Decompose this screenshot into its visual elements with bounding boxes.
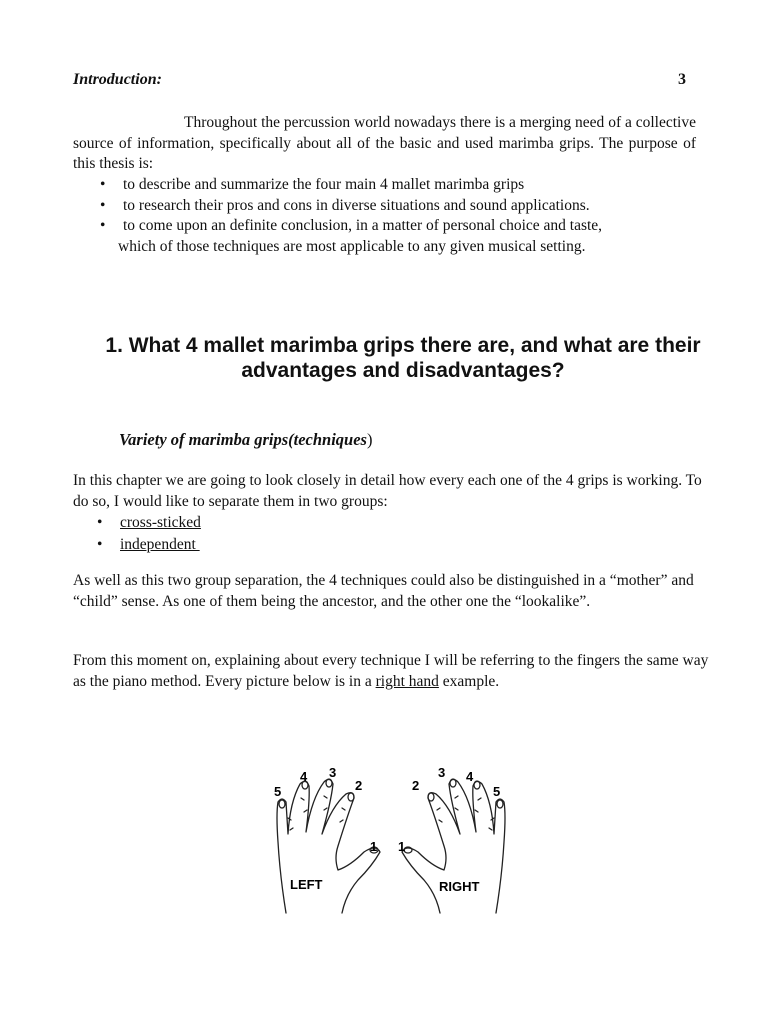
hand-finger-diagram (266, 758, 516, 918)
finger-number-label: 4 (300, 769, 308, 784)
subsection-title-text: Variety of marimba grips(techniques (119, 430, 367, 449)
subsection-title-paren: ) (366, 430, 373, 449)
fingers-paragraph-text: From this moment on, explaining about every technique I will be referring to the fingers the same way as the piano method. Every picture below is in a (73, 652, 709, 690)
list-item-text: to describe and summarize the four main 4 mallet marimba grips (123, 176, 525, 193)
bullet: • (100, 196, 106, 214)
right-hand-underlined: right hand (375, 672, 439, 690)
fingers-paragraph-end: example. (438, 672, 500, 690)
page-number: 3 (678, 71, 686, 88)
finger-number-label: 3 (438, 765, 446, 780)
finger-number-label: 1 (370, 839, 378, 854)
mother-child-paragraph: As well as this two group separation, the 4 techniques could also be distinguished in a “mother” and “child” sense. As one of them being the ancestor, and the other one the “lookalike”. (73, 572, 694, 610)
list-item (73, 196, 713, 217)
finger-number-label: 1 (398, 839, 406, 854)
list-item-continuation: which of those techniques are most applicable to any given musical setting. (118, 237, 586, 255)
right-hand-label: RIGHT (439, 879, 480, 894)
bullet: • (100, 217, 106, 234)
intro-paragraph-text: Throughout the percussion world nowadays there is a merging need of a collective source of information, specifically about all of the basic and used marimba grips. The purpose of this thesis is: (73, 114, 696, 172)
list-item (73, 175, 713, 196)
finger-number-label: 5 (274, 784, 282, 799)
fingers-paragraph (73, 651, 713, 692)
group-label-independent: independent (120, 536, 200, 553)
left-hand-label: LEFT (290, 877, 323, 892)
intro-paragraph (73, 113, 696, 175)
section-heading: 1. What 4 mallet marimba grips there are, and what are their advantages and disadvantages? (105, 334, 701, 382)
section-header-title: Introduction: (73, 71, 162, 88)
list-item-text: to research their pros and cons in diverse situations and sound applications. (123, 196, 590, 214)
finger-number-label: 2 (355, 778, 363, 793)
list-item (73, 216, 713, 257)
bullet: • (100, 176, 106, 193)
list-item (73, 512, 201, 534)
finger-number-label: 5 (493, 784, 501, 799)
chapter-paragraph: In this chapter we are going to look closely in detail how every each one of the 4 grips is working. To do so, I would like to separate them in two groups: (73, 472, 702, 510)
finger-number-label: 2 (412, 778, 420, 793)
group-label-cross-sticked: cross-sticked (120, 514, 201, 531)
finger-number-label: 4 (466, 769, 474, 784)
list-item (73, 534, 201, 556)
left-hand-icon (277, 779, 380, 913)
bullet: • (97, 514, 103, 531)
subsection-title (119, 430, 372, 450)
group-list (73, 512, 201, 556)
purpose-list (73, 175, 713, 257)
finger-number-label: 3 (329, 765, 337, 780)
bullet: • (97, 536, 103, 553)
list-item-text: to come upon an definite conclusion, in a matter of personal choice and taste, (123, 217, 603, 234)
